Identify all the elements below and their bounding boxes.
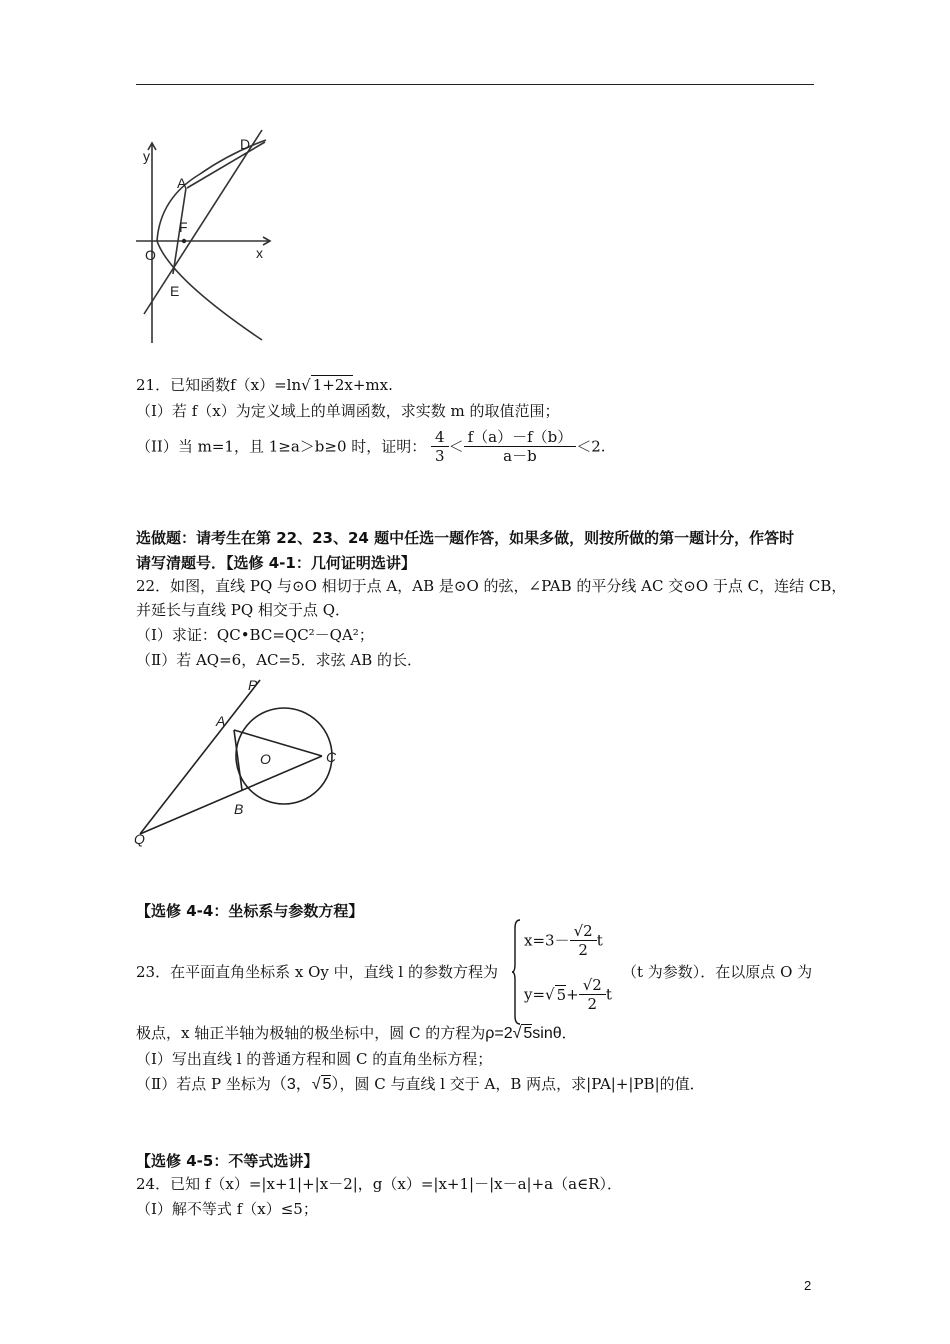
q23-mid: （t 为参数）．在以原点 O 为 (622, 963, 813, 981)
q23-pre: 23．在平面直角坐标系 x Oy 中，直线 l 的参数方程为 (136, 963, 498, 981)
q21-part1: （I）若 f（x）为定义域上的单调函数，求实数 m 的取值范围； (136, 402, 560, 420)
circle-o (236, 708, 332, 804)
q21-stem (136, 376, 393, 394)
figure-circle-tangent (130, 672, 350, 852)
page-number: 2 (804, 1278, 812, 1293)
label-a: A (216, 713, 226, 729)
q21-formula: f（x）=ln (230, 376, 302, 394)
brace (512, 918, 522, 1026)
eq2: y=√ 5+ $\frac{√2}{2}$ t (524, 976, 612, 1013)
sec45-title: 【选修 4-5：不等式选讲】 (136, 1152, 319, 1170)
label-o: O (260, 751, 271, 767)
less-than: ＜ (448, 437, 464, 456)
optional-line1: 选做题：请考生在第 22、23、24 题中任选一题作答，如果多做，则按所做的第一题计分，作答时 (136, 529, 795, 547)
q23-line2: 极点，x 轴正半轴为极轴的极坐标中，圆 C 的方程为ρ=2√ 5sinθ． (136, 1024, 577, 1042)
line-q-c (140, 756, 322, 834)
label-c: C (326, 749, 337, 765)
q24-part1: （Ⅰ）解不等式 f（x）≤5； (136, 1200, 318, 1218)
label-p: P (248, 677, 258, 693)
q22-line2: 并延长与直线 PQ 相交于点 Q． (136, 601, 350, 619)
figure-parabola (130, 128, 280, 348)
q24-stem: 24．已知 f（x）=|x+1|+|x－2|，g（x）=|x+1|－|x－a|+a（a∈R）． (136, 1175, 622, 1193)
q23-part1: （Ⅰ）写出直线 l 的普通方程和圆 C 的直角坐标方程； (136, 1050, 493, 1068)
header-rule (136, 84, 814, 85)
label-b: B (234, 801, 244, 817)
label-e: E (170, 283, 180, 299)
q21-stem-post: +mx. (352, 376, 393, 394)
q23-part2: （Ⅱ）若点 P 坐标为（3，√ 5），圆 C 与直线 l 交于 A，B 两点，求|PA|+|PB|的值． (136, 1075, 705, 1093)
optional-line2: 请写清题号．【选修 4-1：几何证明选讲】 (136, 554, 416, 572)
tangent-a-d (187, 142, 265, 188)
p-coordinate: （3，√ 5） (270, 1076, 340, 1093)
q22-part2: （Ⅱ）若 AQ=6，AC=5．求弦 AB 的长． (136, 651, 423, 669)
label-o: O (145, 247, 156, 263)
q21-stem-pre: 21．已知函数 (136, 376, 231, 394)
q21-part2 (136, 428, 606, 465)
q21-radicand: 1+2x (312, 376, 353, 394)
label-d: D (240, 136, 251, 152)
line-e-d (144, 130, 262, 314)
label-a: A (177, 175, 187, 191)
label-x: x (256, 245, 263, 261)
q23-line1 (136, 963, 498, 981)
eq1: x=3－ $\frac{√2}{2}$ t (524, 922, 603, 959)
rho-equation: ρ=2√ 5sinθ (485, 1025, 562, 1042)
frac-difference: $\frac{f(a)-f(b)}{a-b}$ (464, 428, 577, 465)
q22-line1: 22．如图，直线 PQ 与⊙O 相切于点 A，AB 是⊙O 的弦，∠PAB 的平分线 AC 交⊙O 于点 C，连结 CB， (136, 577, 847, 595)
chord-ac (234, 730, 322, 756)
label-y: y (143, 148, 150, 164)
param-system (512, 918, 618, 1026)
focus-point (182, 239, 186, 243)
q21-part2-pre: （II）当 m=1，且 1≥a＞b≥0 时，证明： (136, 437, 427, 456)
chord-ab (234, 730, 242, 790)
frac-4-3: $\frac{4}{3}$ (431, 428, 449, 465)
sec44-title: 【选修 4-4：坐标系与参数方程】 (136, 902, 364, 920)
parabola-curve (157, 140, 266, 340)
q21-part2-post: ＜2. (576, 437, 606, 456)
q22-part1: （Ⅰ）求证：QC•BC=QC²－QA²； (136, 626, 374, 644)
label-q: Q (134, 831, 145, 847)
label-f: F (179, 219, 188, 235)
sqrt-sign: √ (301, 376, 311, 394)
